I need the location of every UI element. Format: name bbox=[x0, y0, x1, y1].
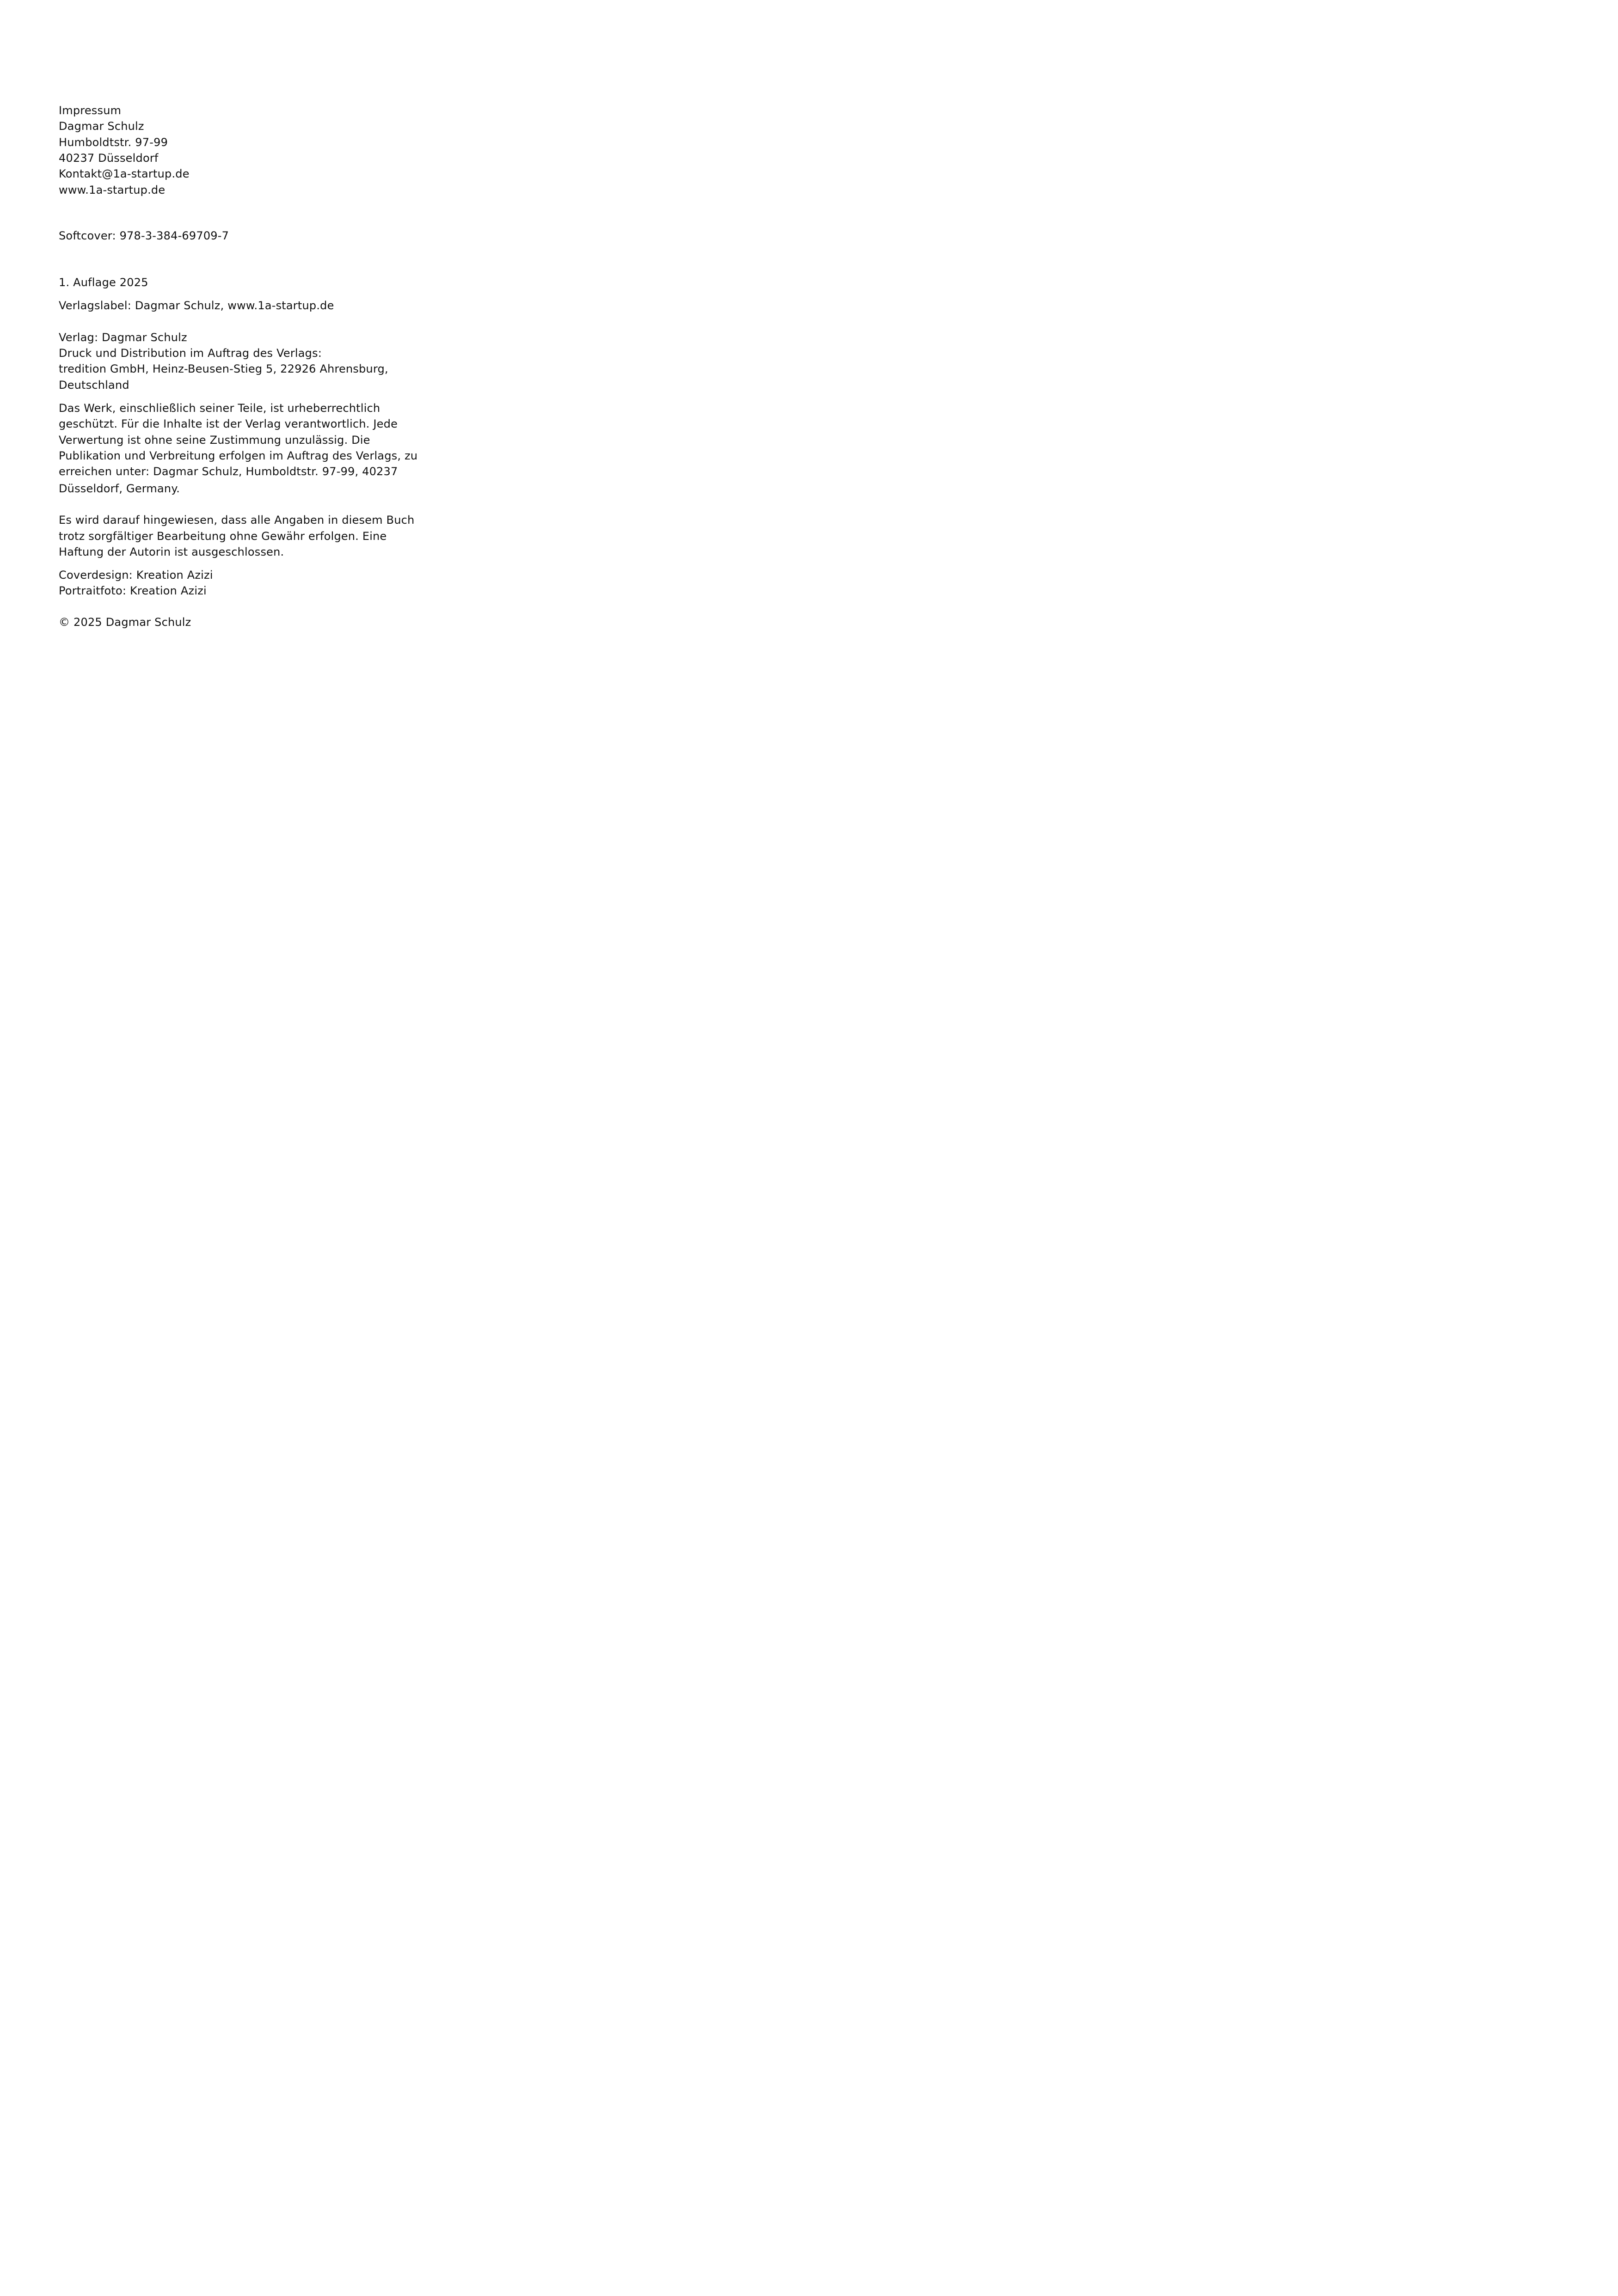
copyright-notice-line: Verwertung ist ohne seine Zustimmung unzulässig. Die bbox=[59, 434, 370, 447]
copyright-line: © 2025 Dagmar Schulz bbox=[59, 616, 191, 629]
cover-design-credit: Coverdesign: Kreation Azizi bbox=[59, 569, 213, 582]
edition-line: 1. Auflage 2025 bbox=[59, 276, 148, 289]
disclaimer-line: Haftung der Autorin ist ausgeschlossen. bbox=[59, 545, 284, 558]
publisher-line: Verlag: Dagmar Schulz bbox=[59, 331, 187, 344]
isbn-line: Softcover: 978-3-384-69709-7 bbox=[59, 229, 229, 242]
publisher-label-line: Verlagslabel: Dagmar Schulz, www.1a-startup.de bbox=[59, 299, 334, 312]
copyright-notice-line: geschützt. Für die Inhalte ist der Verlag verantwortlich. Jede bbox=[59, 417, 398, 430]
printer-address-line: tredition GmbH, Heinz-Beusen-Stieg 5, 22926 Ahrensburg, bbox=[59, 362, 388, 375]
copyright-notice-line: erreichen unter: Dagmar Schulz, Humboldtstr. 97-99, 40237 bbox=[59, 465, 398, 478]
street-address: Humboldtstr. 97-99 bbox=[59, 136, 168, 149]
copyright-notice-line: Düsseldorf, Germany. bbox=[59, 482, 180, 495]
portrait-photo-credit: Portraitfoto: Kreation Azizi bbox=[59, 584, 207, 597]
author-name: Dagmar Schulz bbox=[59, 120, 144, 133]
copyright-notice-line: Das Werk, einschließlich seiner Teile, ist urheberrechtlich bbox=[59, 402, 380, 415]
disclaimer-line: trotz sorgfältiger Bearbeitung ohne Gewähr erfolgen. Eine bbox=[59, 530, 387, 543]
print-distribution-line: Druck und Distribution im Auftrag des Verlags: bbox=[59, 347, 322, 360]
printer-country-line: Deutschland bbox=[59, 379, 129, 392]
disclaimer-line: Es wird darauf hingewiesen, dass alle Angaben in diesem Buch bbox=[59, 514, 415, 527]
city-address: 40237 Düsseldorf bbox=[59, 152, 159, 165]
contact-email: Kontakt@1a-startup.de bbox=[59, 167, 190, 180]
imprint-heading: Impressum bbox=[59, 104, 122, 117]
copyright-notice-line: Publikation und Verbreitung erfolgen im Auftrag des Verlags, zu bbox=[59, 449, 418, 462]
website-url: www.1a-startup.de bbox=[59, 184, 165, 196]
